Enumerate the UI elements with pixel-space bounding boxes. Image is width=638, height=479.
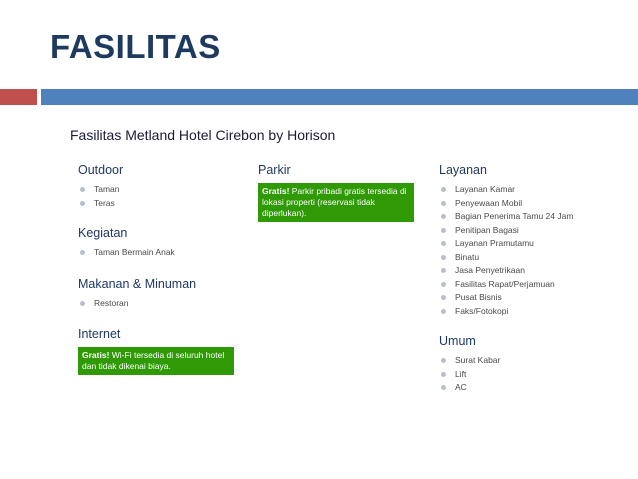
section-title-internet: Internet <box>78 327 121 341</box>
hotel-facilities-heading: Fasilitas Metland Hotel Cirebon by Horison <box>70 127 336 143</box>
slide-title: FASILITAS <box>50 28 221 65</box>
section-title-outdoor: Outdoor <box>78 163 124 177</box>
section-layanan <box>439 163 619 318</box>
bullet-icon <box>441 358 446 363</box>
list-item: Taman <box>78 183 238 197</box>
list-item: Jasa Penyetrikaan <box>439 264 619 278</box>
bullet-icon <box>441 282 446 287</box>
section-title-makanan: Makanan & Minuman <box>78 276 197 291</box>
bullet-icon <box>441 295 446 300</box>
parkir-notice: Gratis! Parkir pribadi gratis tersedia di lokasi properti (reservasi tidak diperlukan). <box>258 183 414 222</box>
list-item: Faks/Fotokopi <box>439 305 619 319</box>
bullet-icon <box>441 385 446 390</box>
list-item: Fasilitas Rapat/Perjamuan <box>439 278 619 292</box>
facilities-column-1 <box>78 163 238 375</box>
bullet-icon <box>441 241 446 246</box>
section-parkir <box>258 163 418 222</box>
bullet-icon <box>441 372 446 377</box>
list-item: Binatu <box>439 251 619 265</box>
section-title-umum: Umum <box>439 334 476 348</box>
bullet-icon <box>441 309 446 314</box>
list-item: Penitipan Bagasi <box>439 224 619 238</box>
accent-bar-red <box>0 89 37 105</box>
section-title-kegiatan: Kegiatan <box>78 226 128 240</box>
list-item: Surat Kabar <box>439 354 619 368</box>
accent-bar-blue <box>41 89 638 105</box>
bullet-icon <box>80 201 85 206</box>
list-item: Restoran <box>78 297 238 311</box>
bullet-icon <box>80 187 85 192</box>
list-item: Lift <box>439 368 619 382</box>
bullet-icon <box>441 214 446 219</box>
list-item: Taman Bermain Anak <box>78 246 238 260</box>
list-item: Penyewaan Mobil <box>439 197 619 211</box>
list-item: AC <box>439 381 619 395</box>
bullet-icon <box>441 187 446 192</box>
list-item: Pusat Bisnis <box>439 291 619 305</box>
section-internet <box>78 327 238 375</box>
bullet-icon <box>441 255 446 260</box>
list-item: Layanan Kamar <box>439 183 619 197</box>
facilities-column-2 <box>258 163 418 222</box>
section-title-layanan: Layanan <box>439 163 487 177</box>
section-title-parkir: Parkir <box>258 163 291 177</box>
facilities-column-3 <box>439 163 619 395</box>
bullet-icon <box>80 250 85 255</box>
section-kegiatan <box>78 226 238 260</box>
bullet-icon <box>441 228 446 233</box>
list-item: Bagian Penerima Tamu 24 Jam <box>439 210 619 224</box>
bullet-icon <box>441 268 446 273</box>
bullet-icon <box>80 301 85 306</box>
list-item: Teras <box>78 197 238 211</box>
internet-notice: Gratis! Wi-Fi tersedia di seluruh hotel dan tidak dikenai biaya. <box>78 347 234 375</box>
bullet-icon <box>441 201 446 206</box>
list-item: Layanan Pramutamu <box>439 237 619 251</box>
section-outdoor <box>78 163 238 210</box>
section-umum <box>439 334 619 395</box>
section-makanan <box>78 277 238 311</box>
